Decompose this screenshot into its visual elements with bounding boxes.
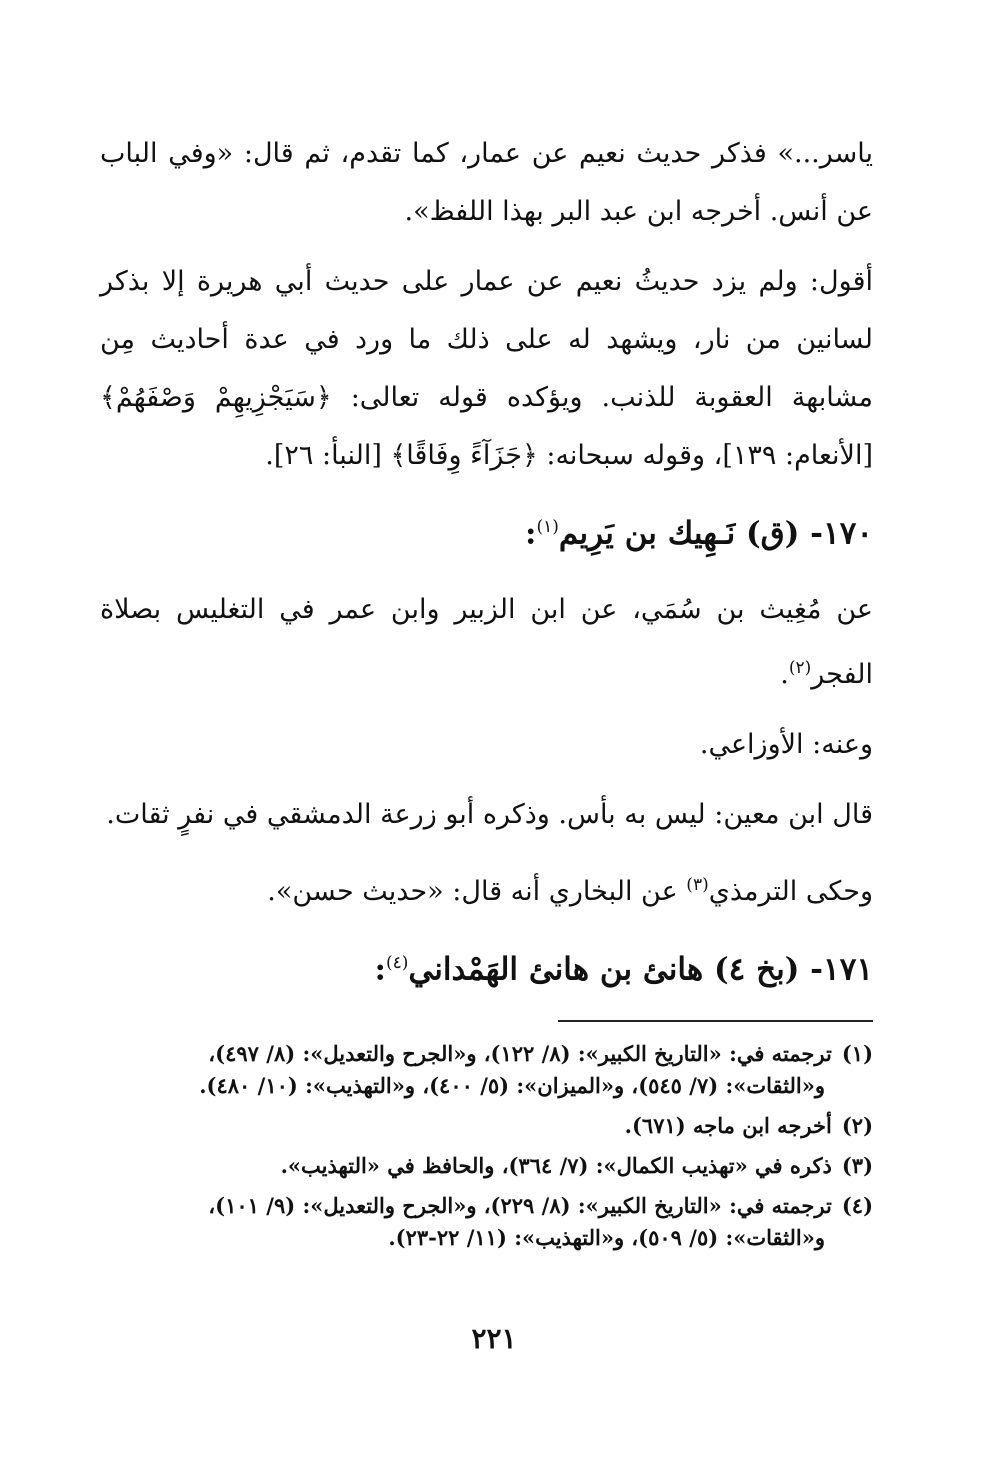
paragraph-narration (100, 581, 873, 704)
footnote-text-cont: و«الثقات»: (٧/ ٥٤٥)، و«الميزان»: (٥/ ٤٠٠)، و«التهذيب»: (١٠/ ٤٨٠). (199, 1073, 825, 1098)
heading-colon: : (374, 951, 386, 988)
footnote-text: ذكره في «تهذيب الكمال»: (٧/ ٣٦٤)، والحافظ في «التهذيب». (280, 1153, 832, 1178)
footnote-item (100, 1190, 873, 1254)
footnote-number: (٢) (841, 1113, 873, 1138)
footnote-text: ترجمته في: «التاريخ الكبير»: (٨/ ١٢٢)، و«الجرح والتعديل»: (٨/ ٤٩٧)، (208, 1041, 832, 1066)
paragraph-commentary: أقول: ولم يزد حديثُ نعيم عن عمار على حديث أبي هريرة إلا بذكر لسانين من نار، ويشهد له على ذلك ما ورد في عدة أحاديث مِن مشابهة العقوبة للذنب. ويؤكده قوله تعالى: ﴿سَيَجْزِيهِمْ وَصْفَهُمْ﴾ [الأنعام: ١٣٩]، وقوله سبحانه: ﴿جَزَآءً وِفَاقًا﴾ [النبأ: ٢٦]. (100, 266, 873, 471)
entry-heading-170 (100, 497, 873, 563)
page-number: ٢٢١ (471, 1322, 517, 1355)
heading-colon: : (525, 515, 537, 552)
paragraph-tirmidhi (100, 856, 873, 921)
narration-text: عن مُغِيث بن سُمَي، عن ابن الزبير وابن عمر في التغليس بصلاة الفجر (100, 594, 873, 691)
footnotes (100, 1038, 873, 1262)
footnote-number: (٤) (841, 1193, 873, 1218)
footnote-item (100, 1110, 873, 1142)
paragraph-students: وعنه: الأوزاعي. (699, 729, 873, 761)
footnote-number: (١) (841, 1041, 873, 1066)
footnote-text: أخرجه ابن ماجه (٦٧١). (624, 1113, 832, 1138)
footnote-ref[interactable]: (٢) (788, 658, 812, 679)
tirmidhi-text: وحكى الترمذي (708, 876, 873, 908)
footnote-number: (٣) (841, 1153, 873, 1178)
footnote-text: ترجمته في: «التاريخ الكبير»: (٨/ ٢٢٩)، و«الجرح والتعديل»: (٩/ ١٠١)، (208, 1193, 832, 1218)
entry-heading-171 (100, 933, 873, 999)
tirmidhi-quote: عن البخاري أنه قال: «حديث حسن». (267, 876, 687, 908)
footnote-item (100, 1150, 873, 1182)
sentence-end: . (780, 659, 789, 691)
paragraph-grading: قال ابن معين: ليس به بأس. وذكره أبو زرعة الدمشقي في نفرٍ ثقات. (106, 799, 873, 831)
footnote-ref[interactable]: (١) (536, 517, 559, 537)
footnote-ref[interactable]: (٤) (386, 953, 409, 974)
footnote-ref[interactable]: (٣) (686, 875, 709, 896)
entry-title: ١٧١- (بخ ٤) هانئ بن هانئ الهَمْداني (408, 951, 873, 988)
entry-title: ١٧٠- (ق) نَـهِيك بن يَرِيم (558, 515, 873, 552)
footnote-divider (558, 1020, 873, 1022)
footnote-item (100, 1038, 873, 1102)
footnote-text-cont: و«الثقات»: (٥/ ٥٠٩)، و«التهذيب»: (١١/ ٢٢-٢٣). (388, 1225, 825, 1250)
paragraph-continuation: ياسر...» فذكر حديث نعيم عن عمار، كما تقدم، ثم قال: «وفي الباب عن أنس. أخرجه ابن عبد البر بهذا اللفظ». (100, 138, 873, 227)
